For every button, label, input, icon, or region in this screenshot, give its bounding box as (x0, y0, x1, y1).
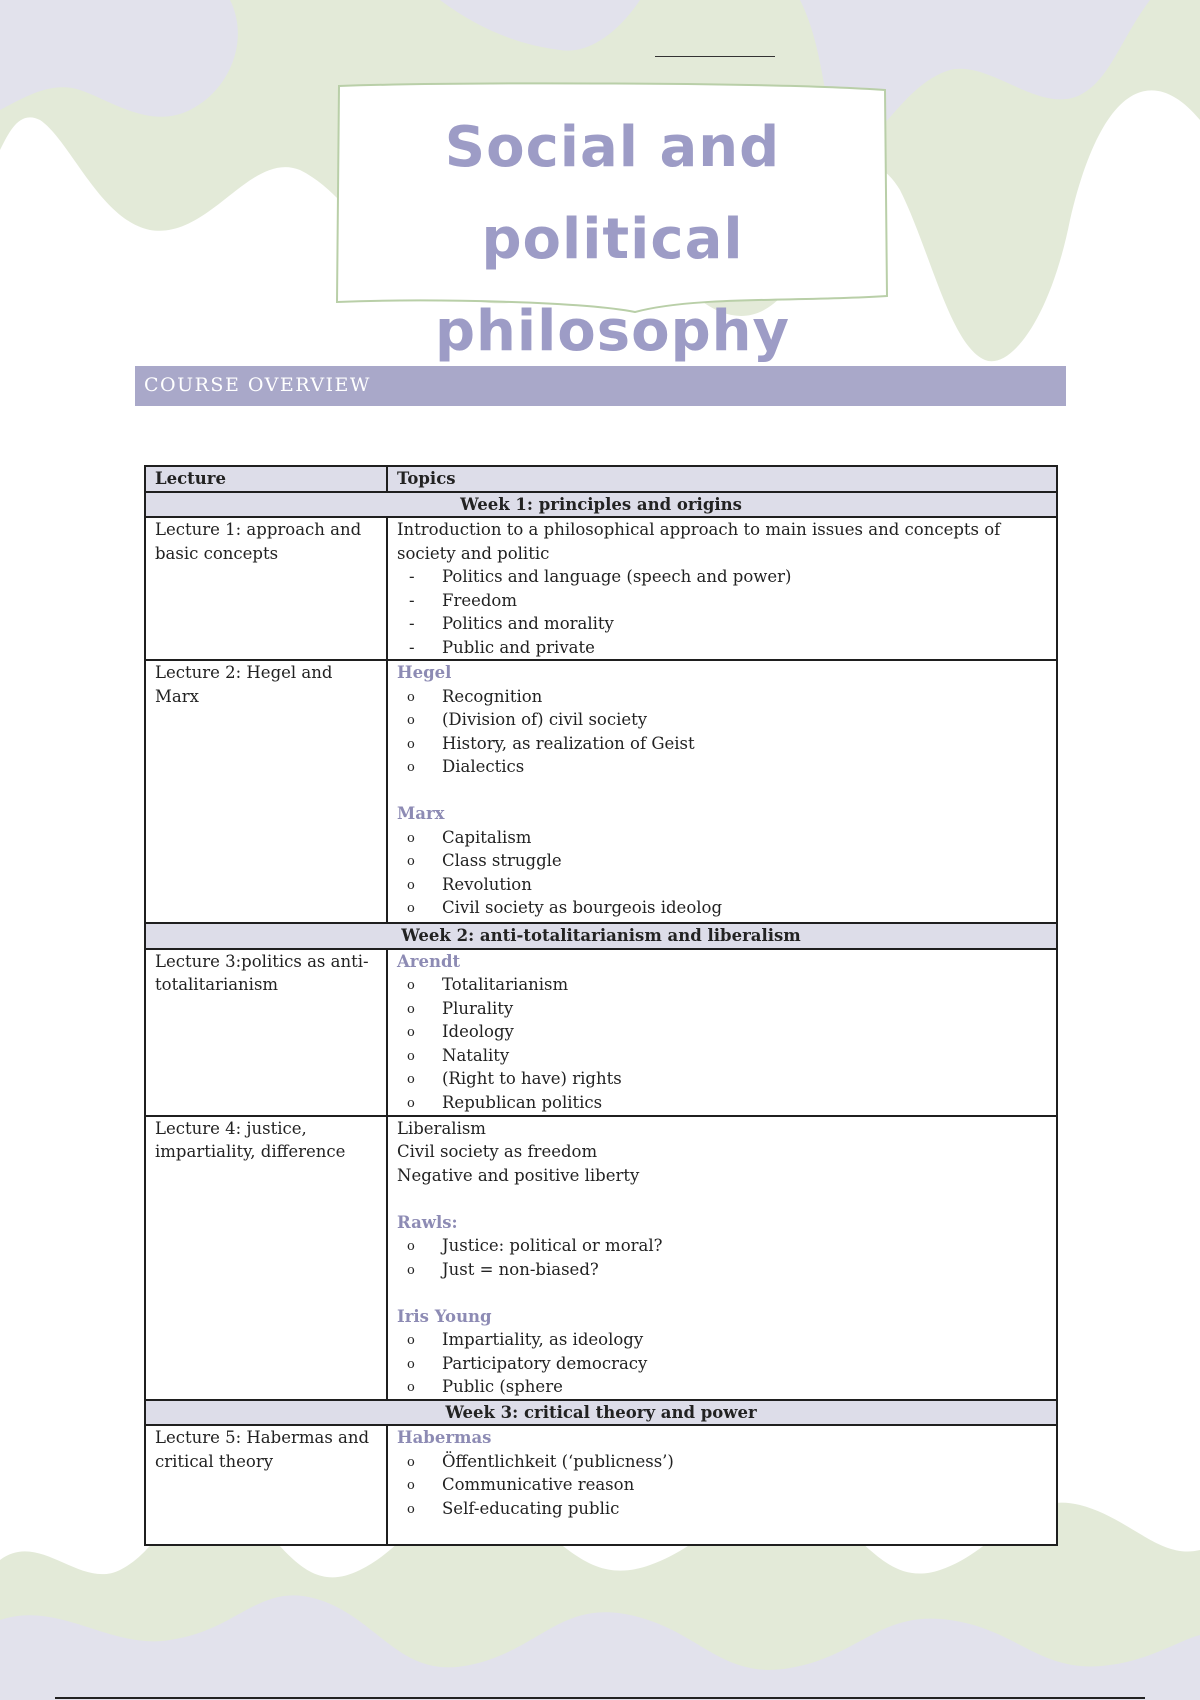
list-item: o Plurality (397, 997, 1047, 1021)
list-item: o Class struggle (397, 849, 1047, 873)
list-item: o Dialectics (397, 755, 1047, 779)
topic-line: Liberalism (397, 1118, 486, 1138)
list-item: - Politics and morality (397, 612, 1047, 636)
philosopher-name: Habermas (397, 1428, 492, 1447)
title-banner (335, 80, 890, 364)
topics-column-header: Topics (387, 466, 1057, 492)
topic-list (397, 685, 1047, 779)
week-row (145, 923, 1057, 949)
topics-cell (387, 1116, 1057, 1400)
topics-cell (387, 660, 1057, 923)
week-heading: Week 1: principles and origins (145, 492, 1057, 518)
list-item: o (Right to have) rights (397, 1067, 1047, 1091)
topic-line: Civil society as freedom (397, 1142, 598, 1161)
list-item: o Self-educating public (397, 1497, 1047, 1521)
list-item: o Just = non-biased? (397, 1258, 1047, 1282)
philosopher-name: Arendt (397, 951, 461, 971)
list-item: o Communicative reason (397, 1473, 1047, 1497)
topics-cell (387, 1425, 1057, 1545)
list-item: o Participatory democracy (397, 1352, 1047, 1376)
week-heading: Week 2: anti-totalitarianism and liberalism (145, 923, 1057, 949)
lecture-name: Lecture 5: Habermas and critical theory (145, 1425, 387, 1545)
section-header (135, 366, 1066, 406)
topic-list (397, 565, 1047, 659)
list-item: o (Division of) civil society (397, 708, 1047, 732)
list-item: o Ideology (397, 1020, 1047, 1044)
philosopher-name: Hegel (397, 663, 452, 682)
table-row (145, 1116, 1057, 1400)
list-item: - Freedom (397, 589, 1047, 613)
topic-list (397, 1328, 1047, 1399)
list-item: o Öffentlichkeit (‘publicness’) (397, 1450, 1047, 1474)
list-item: o Capitalism (397, 826, 1047, 850)
week-row (145, 1400, 1057, 1426)
page-title (335, 102, 890, 378)
philosopher-name: Iris Young (397, 1306, 492, 1326)
list-item: o Impartiality, as ideology (397, 1328, 1047, 1352)
list-item: o Natality (397, 1044, 1047, 1068)
topic-list (397, 1234, 1047, 1281)
table-header-row (145, 466, 1057, 492)
week-row (145, 492, 1057, 518)
title-line-2: philosophy (434, 299, 791, 364)
lecture-name: Lecture 2: Hegel and Marx (145, 660, 387, 923)
list-item: o Public (sphere (397, 1375, 1047, 1399)
lecture-name: Lecture 3:politics as anti-totalitarianism (145, 949, 387, 1116)
table-row (145, 949, 1057, 1116)
list-item: o Civil society as bourgeois ideolog (397, 896, 1047, 920)
philosopher-name: Rawls: (397, 1212, 458, 1232)
list-item: o Totalitarianism (397, 973, 1047, 997)
lecture-column-header: Lecture (145, 466, 387, 492)
week-heading: Week 3: critical theory and power (145, 1400, 1057, 1426)
lecture-name: Lecture 1: approach and basic concepts (145, 517, 387, 660)
topic-line: Negative and positive liberty (397, 1165, 640, 1185)
topics-cell (387, 517, 1057, 660)
topic-list (397, 826, 1047, 920)
bottom-rule (55, 1697, 1145, 1699)
list-item: o Recognition (397, 685, 1047, 709)
table-row (145, 660, 1057, 923)
list-item: o Revolution (397, 873, 1047, 897)
list-item: - Politics and language (speech and power) (397, 565, 1047, 589)
table-row (145, 1425, 1057, 1545)
list-item: o Republican politics (397, 1091, 1047, 1115)
course-overview-table (144, 465, 1058, 1546)
list-item: o History, as realization of Geist (397, 732, 1047, 756)
title-line-1: Social and political (444, 115, 781, 272)
list-item: o Justice: political or moral? (397, 1234, 1047, 1258)
lecture-name: Lecture 4: justice, impartiality, difference (145, 1116, 387, 1400)
list-item: - Public and private (397, 636, 1047, 660)
philosopher-name: Marx (397, 804, 445, 823)
section-header-label: COURSE OVERVIEW (144, 374, 371, 396)
topics-cell (387, 949, 1057, 1116)
top-rule (655, 56, 775, 57)
intro-text: Introduction to a philosophical approach to main issues and concepts of society and politic (397, 520, 1001, 563)
table-row (145, 517, 1057, 660)
topic-list (397, 1450, 1047, 1521)
topic-list (397, 973, 1047, 1114)
